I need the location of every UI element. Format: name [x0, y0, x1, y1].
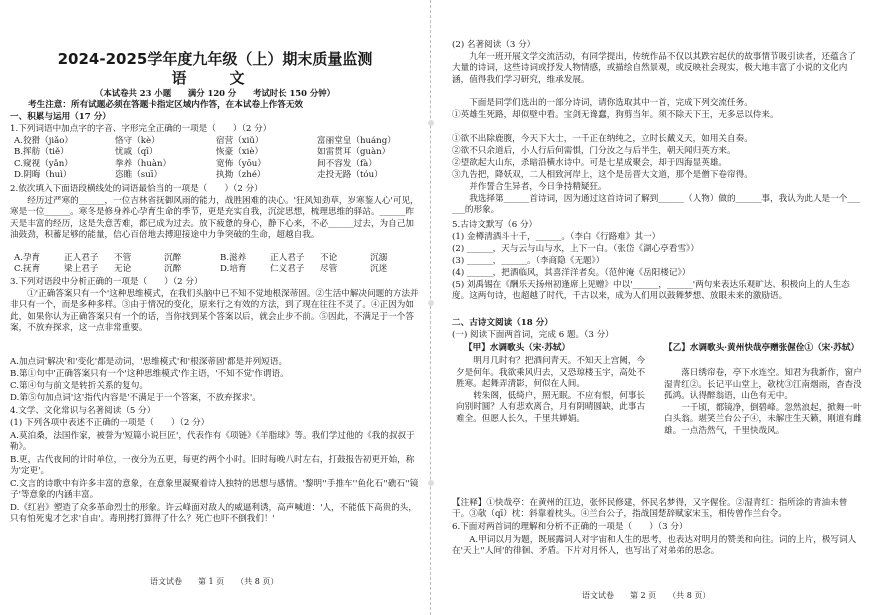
question-3-option-c: C.第④句与前文是转折关系的复句。: [10, 381, 148, 391]
option-cell: A.狡猾（jiǎo）: [14, 136, 74, 146]
question-3-option-a: A.加点词'解决'和'变化'都是动词，'思维模式'和'根深蒂固'都是并列短语。: [10, 357, 288, 367]
question-4-option-b: B.更，古代夜间的计时单位，一夜分为五更，每更约两个小时。旧时每晚八时左右，打鼓报告初更开始，称为'定更'。: [10, 455, 415, 477]
option-cell: B.挥舫（tiě）: [14, 147, 69, 158]
question-4-2-heading: (2) 名著阅读（3 分）: [452, 40, 536, 50]
option-cell: 恢豪（xiè）: [216, 147, 264, 158]
option-cell: 正人君子: [64, 253, 99, 263]
exam-title: 2024-2025学年度九年级（上）期末质量监测: [57, 50, 373, 68]
section-1-heading: 一、积累与运用（17 分）: [10, 112, 111, 122]
exam-info: （本试卷共 23 小题 满分 120 分 考试时长 150 分钟）: [95, 88, 335, 98]
option-cell: D.培育: [220, 264, 247, 275]
poem-a-title: 【甲】水调歌头（宋·苏轼）: [464, 343, 571, 353]
option-cell: 间不容发（fà）: [317, 158, 377, 169]
option-cell: 执拗（zhé）: [216, 170, 266, 181]
question-3-passage: ①'正确答案只有一个'这种思维模式，在我们头脑中已不知不觉地根深蒂固。②生活中解决问题的方法并非只有一个，而是多种多样。③由于情况的变化，原来行之有效的方法，到了现在往往不灵了。④正因为如此，如果你认为正确答案只有一个的话，当你找到某个答案以后，就会止步不前。⑤因此，不满足于一个答案，不放弃探求，这一点非常重要。: [10, 289, 419, 334]
option-cell: 沉醉: [164, 253, 182, 263]
option-cell: D.阴晦（huì）: [14, 170, 72, 181]
option-cell: 沉醉: [164, 264, 182, 275]
annotations: 【注释】①快哉亭：在黄州的江边，张怀民修建，怀民名梦得，又字偓佺。②湿青红：指所涂的青油未曾干。③欹（qī）枕：斜靠着枕头。④兰台公子，指战国楚辞赋家宋玉，相传曾作兰台令。: [452, 498, 848, 520]
page-footer: 语文试卷 第 2 页 （共 8 页）: [582, 591, 711, 600]
option-cell: 走投无路（tóu）: [317, 170, 383, 181]
question-4-2-intro: 九年一班开展文学交流活动，有同学提出，传统作品不仅以其跌宕起伏的故事情节吸引读者，还蕴含了大量的诗词，这些诗词或抒发人物情感，或描绘自然景观，或反映社会现实，极大地丰富了小说的文化内涵，值得我们学习研究，维承发展。: [452, 52, 856, 85]
question-5-line-4: (4) ______，把酒临风，其喜洋洋者矣。（范仲淹《岳阳楼记》）: [452, 268, 691, 278]
option-cell: 恪守（kè）: [115, 136, 160, 146]
reading-1-heading: (一) 阅读下面两首词，完成 6 题。（3 分）: [452, 330, 614, 340]
option-cell: 恣睢（suī）: [115, 170, 163, 181]
poem-4: ②望欲起大山东，杀暗沿横水诗中。可是七星成聚会，却于四海显英雄。: [452, 158, 728, 168]
option-cell: 正人君子: [270, 253, 305, 263]
question-5-heading: 5.古诗文默写（6 分）: [452, 220, 538, 230]
option-cell: 忧戚（qī）: [115, 147, 158, 158]
poem-2: ①欲不出除鹿腹，今天下大士，一千正在纳纯之，立时长戴义天，如用关自奏。: [452, 134, 753, 144]
question-5-line-2: (2) ______，天与云与山与水，上下一白。（张岱《湖心亭看雪》）: [452, 244, 699, 254]
option-cell: 尽管: [320, 264, 338, 275]
option-cell: 无论: [114, 264, 132, 275]
question-2-options-left: [14, 253, 214, 276]
binding-hole: [428, 480, 434, 486]
poem-1: ①英雄生死路，却似壁中看。宝剑无谗蠢，狗剪当年。须不除天下王，无多忌以侍来。: [452, 110, 779, 120]
poem-b-body: 落日绣帘卷，亭下水连空。知君为我新作，窗户湿青红②。长记平山堂上，欹枕③江南烟雨，杳杳没孤鸿。认得醉翁语，山色有无中。 一千顷，都镜净，倒碧峰。忽然浪起，掀舞一叶白头翁。堪笑兰台公子④，未解庄生天籁，刚道有雌雄。一点浩然气，千里快哉风。: [664, 368, 862, 436]
option-cell: 梁上君子: [64, 264, 99, 275]
poem-a-body: 明月几时有？把酒问青天。不知天上宫阙，今夕是何年。我欲乘风归去，又恐琼楼玉宇，高处不胜寒。起舞弄清影，何似在人间。 转朱阁，低绮户，照无眠。不应有恨，何事长向别时圆？人有悲欢离合，月有阴晴圆缺，此事古难全。但愿人长久，千里共婵娟。: [456, 356, 646, 424]
option-cell: 富丽堂皇（huáng）: [317, 136, 396, 146]
option-cell: 沉迷: [370, 264, 388, 275]
question-3-option-b: B.第①句中'正确答案只有一个'这种思维模式'作主语，'不知不觉'作谓语。: [10, 369, 289, 379]
option-cell: 宿营（xiǔ）: [216, 136, 264, 146]
option-cell: 不论: [320, 253, 338, 263]
question-2-stem: 2.依次填入下面语段横线处的词语最恰当的一项是（ ）（2 分）: [10, 184, 263, 194]
poem-3: ②欲不只余道后，小人行后何需惧，门分汝之与后半生，朝天闻归英方来。: [452, 146, 736, 156]
question-4-option-a: A.莫泊桑，法国作家，被誉为'短篇小说巨匠'，代表作有《项链》《羊脂球》等。我们学过他的《我的叔叔于勒》。: [10, 431, 415, 453]
question-1-stem: 1.下列词语中加点字的字音、字形完全正确的一项是（ ）（2 分）: [10, 124, 272, 134]
question-4-sub: (1) 下列各项中表述不正确的一项是（ ）（2 分）: [10, 418, 210, 428]
section-2-heading: 二、古诗文阅读（18 分）: [452, 318, 553, 328]
exam-notice: 考生注意：所有试题必须在答题卡指定区域内作答，在本试卷上作答无效: [28, 100, 304, 110]
poem-5: ③九告把，降妖双，二人相致河岸上，这个是岳晋大文道，那个是僧下卷帘得。: [452, 170, 753, 180]
question-1-options: [14, 136, 418, 182]
question-4-option-d: D.《红岩》塑造了众多革命烈士的形象。许云峰面对敌人的威逼利诱，高声喊道：'人，不能低下高贵的头，只有怕死鬼才乞求'自由'。毒刑拷打算得了什么？死亡也吓不倒我们！': [10, 503, 417, 525]
page-footer: 语文试卷 第 1 页 （共 8 页）: [150, 577, 279, 586]
option-cell: C.抚育: [14, 264, 41, 275]
binding-hole: [428, 300, 434, 306]
option-cell: 宽佈（yōu）: [216, 158, 266, 169]
question-4-2-task: 下面是同学们选出的一部分诗词，请你选取其中一首，完成下列交流任务。: [452, 98, 753, 108]
option-cell: 如雷贯耳（guàn）: [317, 147, 391, 158]
question-6-option-a: A.甲词以月为题，既展露词人对宇宙和人生的思考，也表达对明月的赞美和向往。词的上片，极写词人在'天上''人间'的徘徊、矛盾。下片对月怀人，也写出了对弟弟的思念。: [452, 535, 857, 557]
question-3-stem: 3.下列对语段中分析正确的一项是（ ）（2 分）: [10, 277, 203, 287]
option-cell: B.滋养: [220, 253, 247, 263]
subject-title: 语 文: [171, 69, 259, 87]
page-2: [442, 0, 870, 615]
question-6-stem: 6.下面对两首词的理解和分析不正确的一项是（ ）（3 分）: [452, 522, 688, 532]
question-2-options-right: [220, 253, 420, 276]
question-4-2-fill: 我选择第______首诗词，因为通过这首诗词了解到______（人物）做的______事，我认为此人是一个______的形象。: [452, 194, 861, 216]
option-cell: 沉溺: [370, 253, 388, 263]
binding-gutter: [430, 0, 439, 615]
option-cell: 不管: [114, 253, 132, 263]
option-cell: A.孕育: [14, 253, 41, 263]
option-cell: C.窥视（yǎn）: [14, 158, 73, 169]
poem-6: 并作誓合生异者，今日争持精疑狂。: [452, 182, 607, 192]
question-5-line-5: (5) 刘禹锡在《酬乐天扬州初逢席上见赠》中以'______，______'两句来表达乐观旷达、积极向上的人生态度。这两句诗，也超越了时代，千古以来，成为人们用以鼓舞梦想、放眼未来的激励语。: [452, 280, 850, 302]
question-5-line-3: (3) ______，______。（李商隐《无题》）: [452, 256, 605, 266]
binding-hole: [428, 120, 434, 126]
option-cell: 仁义君子: [270, 264, 305, 275]
question-4-option-c: C.文言的诗歌中有许多丰富的意象，在意象里凝聚着诗人独特的思想与感情。'黎明''手推车''鱼化石''礁石''镜子'等意象的内涵丰富。: [10, 479, 419, 501]
question-3-option-d: D.第⑤句加点词'这'指代内容是'不满足于一个答案，不放弃探求'。: [10, 393, 261, 403]
option-cell: 拳养（huàn）: [115, 158, 172, 169]
question-4-stem: 4.文学、文化常识与名著阅读（5 分）: [10, 406, 156, 416]
page-1: [0, 0, 428, 615]
question-2-passage: 经历过严寒的______，一位吉林省抚御风雨的能力，战胜困难的决心。'狂风知劲草，岁寒鉴人心'可见，寒是一位______。寒冬是修身养心孕育生命的季节，更是充实自我，沉淀思想，梳理思维的驿站。______昨天是丰富的经历，这是失意苦难，都已成为过去。放下疲惫的身心，静下心来，不必______过去，为自己加油鼓劲，积蓄足够的能量，信心百倍地去搏迎接途中力争突破的生命，超越自我。: [10, 196, 419, 241]
question-5-line-1: (1) 金樽清酒斗十千，______。（李白《行路难》其一）: [452, 232, 661, 242]
poem-b-title: 【乙】水调歌头·黄州快哉亭赠张偓佺①（宋·苏轼）: [664, 343, 860, 353]
